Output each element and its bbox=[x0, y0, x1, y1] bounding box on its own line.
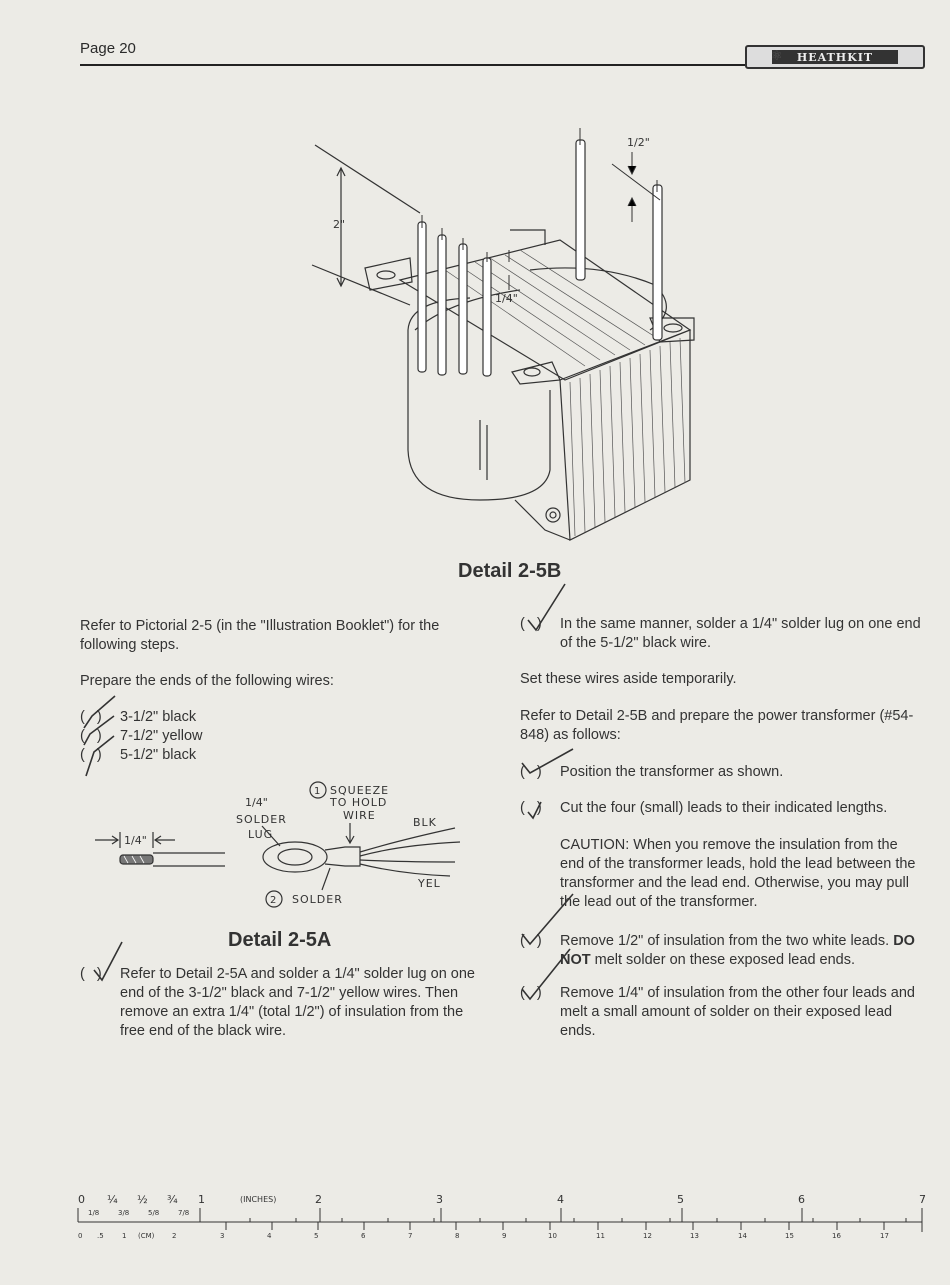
brand-logo bbox=[745, 45, 925, 69]
ruler-cm-17: 17 bbox=[880, 1232, 889, 1240]
page-number: Page 20 bbox=[80, 40, 136, 57]
handwritten-checkmark-icon bbox=[80, 690, 140, 780]
solder-lug-illustration bbox=[90, 778, 470, 913]
step2-number: 2 bbox=[270, 895, 277, 906]
strip-dim-label: 1/4" bbox=[124, 834, 147, 847]
step-remove-half-checkbox[interactable]: ( ) bbox=[520, 933, 542, 949]
ruler-cm-8: 8 bbox=[455, 1232, 460, 1240]
ruler-cm-12: 12 bbox=[643, 1232, 652, 1240]
ruler-inches-word: (INCHES) bbox=[240, 1195, 277, 1204]
ruler-inch-7: 7 bbox=[919, 1193, 926, 1206]
transformer-illustration bbox=[300, 120, 720, 550]
step-same-checkbox[interactable]: ( ) bbox=[520, 616, 542, 632]
handwritten-checkmark-icon bbox=[518, 890, 578, 950]
step1-line3: WIRE bbox=[343, 809, 376, 822]
ruler-eighth-3: 3/8 bbox=[118, 1209, 130, 1217]
wire-checkbox-1[interactable]: ( ) bbox=[80, 709, 102, 725]
detail-2-5b-caption: Detail 2-5B bbox=[458, 560, 562, 582]
ruler-cm-3: 3 bbox=[220, 1232, 225, 1240]
ruler-inch-1: 1 bbox=[198, 1193, 205, 1206]
ruler-cm-1: 1 bbox=[122, 1232, 127, 1240]
ruler-inch-three-quarter: ¾ bbox=[167, 1193, 178, 1206]
ruler-inch-6: 6 bbox=[798, 1193, 805, 1206]
lug-label-1: 1/4" bbox=[245, 796, 268, 809]
prepare-paragraph: Prepare the ends of the following wires: bbox=[80, 673, 334, 689]
step-remove-half-part-a: Remove 1/2" of insulation from the two white leads. bbox=[560, 933, 890, 949]
ruler-inch-4: 4 bbox=[557, 1193, 564, 1206]
handwritten-checkmark-icon bbox=[518, 945, 578, 1005]
ruler-cm-word: (CM) bbox=[138, 1232, 155, 1240]
wire-item-1: 3-1/2" black bbox=[120, 709, 197, 725]
lug-label-2: SOLDER bbox=[236, 813, 287, 826]
ruler-inch-5: 5 bbox=[677, 1193, 684, 1206]
step-remove-quarter-checkbox[interactable]: ( ) bbox=[520, 985, 542, 1001]
step-5a-checkbox[interactable]: ( ) bbox=[80, 966, 102, 982]
ruler-cm-16: 16 bbox=[832, 1232, 841, 1240]
ruler-cm-11: 11 bbox=[596, 1232, 605, 1240]
detail-2-5a-caption: Detail 2-5A bbox=[228, 929, 332, 951]
ruler-cm-half: .5 bbox=[97, 1232, 104, 1240]
ruler-eighth-7: 7/8 bbox=[178, 1209, 190, 1217]
wire-checkbox-2[interactable]: ( ) bbox=[80, 728, 102, 744]
step-remove-half-emphasis: DO NOT bbox=[560, 933, 915, 968]
intro-paragraph: Refer to Pictorial 2-5 (in the "Illustration Booklet") for the following steps. bbox=[80, 618, 440, 653]
yel-label: YEL bbox=[418, 877, 441, 890]
step-position-checkbox[interactable]: ( ) bbox=[520, 764, 542, 780]
step-remove-half-text bbox=[560, 932, 922, 970]
handwritten-checkmark-icon bbox=[518, 745, 578, 780]
dim-quarter-label: 1/4" bbox=[495, 292, 518, 305]
ruler-cm-5: 5 bbox=[314, 1232, 319, 1240]
ruler-cm-0: 0 bbox=[78, 1232, 83, 1240]
ruler-cm-6: 6 bbox=[361, 1232, 366, 1240]
step-cut-text: Cut the four (small) leads to their indicated lengths. bbox=[560, 800, 888, 816]
step-5a-text: Refer to Detail 2-5A and solder a 1/4" solder lug on one end of the 3-1/2" black and 7-1/2" yellow wires. Then remove an extra 1/4" (total 1/2") of insulation from the free end of the black wire. bbox=[120, 966, 475, 1039]
lug-label-3: LUG bbox=[248, 828, 274, 841]
ruler-inch-2: 2 bbox=[315, 1193, 322, 1206]
step-remove-half-part-c: melt solder on these exposed lead ends. bbox=[594, 952, 856, 968]
ruler-cm-4: 4 bbox=[267, 1232, 272, 1240]
blk-label: BLK bbox=[413, 816, 437, 829]
ruler-cm-13: 13 bbox=[690, 1232, 699, 1240]
handwritten-checkmark-icon bbox=[520, 582, 570, 637]
ruler-cm-10: 10 bbox=[548, 1232, 557, 1240]
dim-2-label: 2" bbox=[333, 218, 346, 231]
wire-checkbox-3[interactable]: ( ) bbox=[80, 747, 102, 763]
step1-line1: SQUEEZE bbox=[330, 784, 390, 797]
ruler-eighth-5: 5/8 bbox=[148, 1209, 160, 1217]
aside-paragraph: Set these wires aside temporarily. bbox=[520, 671, 737, 687]
ruler-eighth-1: 1/8 bbox=[88, 1209, 100, 1217]
dim-half-label: 1/2" bbox=[627, 136, 650, 149]
refer-paragraph: Refer to Detail 2-5B and prepare the power transformer (#54-848) as follows: bbox=[520, 708, 914, 743]
ruler-cm-14: 14 bbox=[738, 1232, 747, 1240]
caution-paragraph: CAUTION: When you remove the insulation from the end of the transformer leads, hold the lead between the transformer and the lead end. Otherwise, you may pull the lead out of the transformer. bbox=[560, 837, 916, 910]
ruler-inch-3: 3 bbox=[436, 1193, 443, 1206]
handwritten-checkmark-icon bbox=[90, 940, 130, 985]
ruler-cm-7: 7 bbox=[408, 1232, 413, 1240]
ruler-inch-0: 0 bbox=[78, 1193, 85, 1206]
ruler-inch-quarter: ¼ bbox=[107, 1193, 118, 1206]
ruler-cm-2: 2 bbox=[172, 1232, 177, 1240]
handwritten-checkmark-icon bbox=[525, 800, 545, 820]
step2-label: SOLDER bbox=[292, 893, 343, 906]
step1-line2: TO HOLD bbox=[330, 796, 388, 809]
ruler-inch-half: ½ bbox=[137, 1193, 148, 1206]
step-remove-quarter-text: Remove 1/4" of insulation from the other four leads and melt a small amount of solder on their exposed lead ends. bbox=[560, 985, 915, 1039]
step1-number: 1 bbox=[314, 786, 321, 797]
atom-logo-icon: ⚛ bbox=[771, 48, 783, 63]
ruler-cm-15: 15 bbox=[785, 1232, 794, 1240]
step-position-text: Position the transformer as shown. bbox=[560, 764, 784, 780]
measurement-ruler bbox=[70, 1185, 930, 1250]
ruler-cm-9: 9 bbox=[502, 1232, 507, 1240]
brand-name: HEATHKIT bbox=[772, 50, 898, 64]
step-same-text: In the same manner, solder a 1/4" solder lug on one end of the 5-1/2" black wire. bbox=[560, 616, 921, 651]
wire-item-3: 5-1/2" black bbox=[120, 747, 197, 763]
step-cut-checkbox[interactable]: ( ) bbox=[520, 800, 542, 816]
wire-item-2: 7-1/2" yellow bbox=[120, 728, 203, 744]
